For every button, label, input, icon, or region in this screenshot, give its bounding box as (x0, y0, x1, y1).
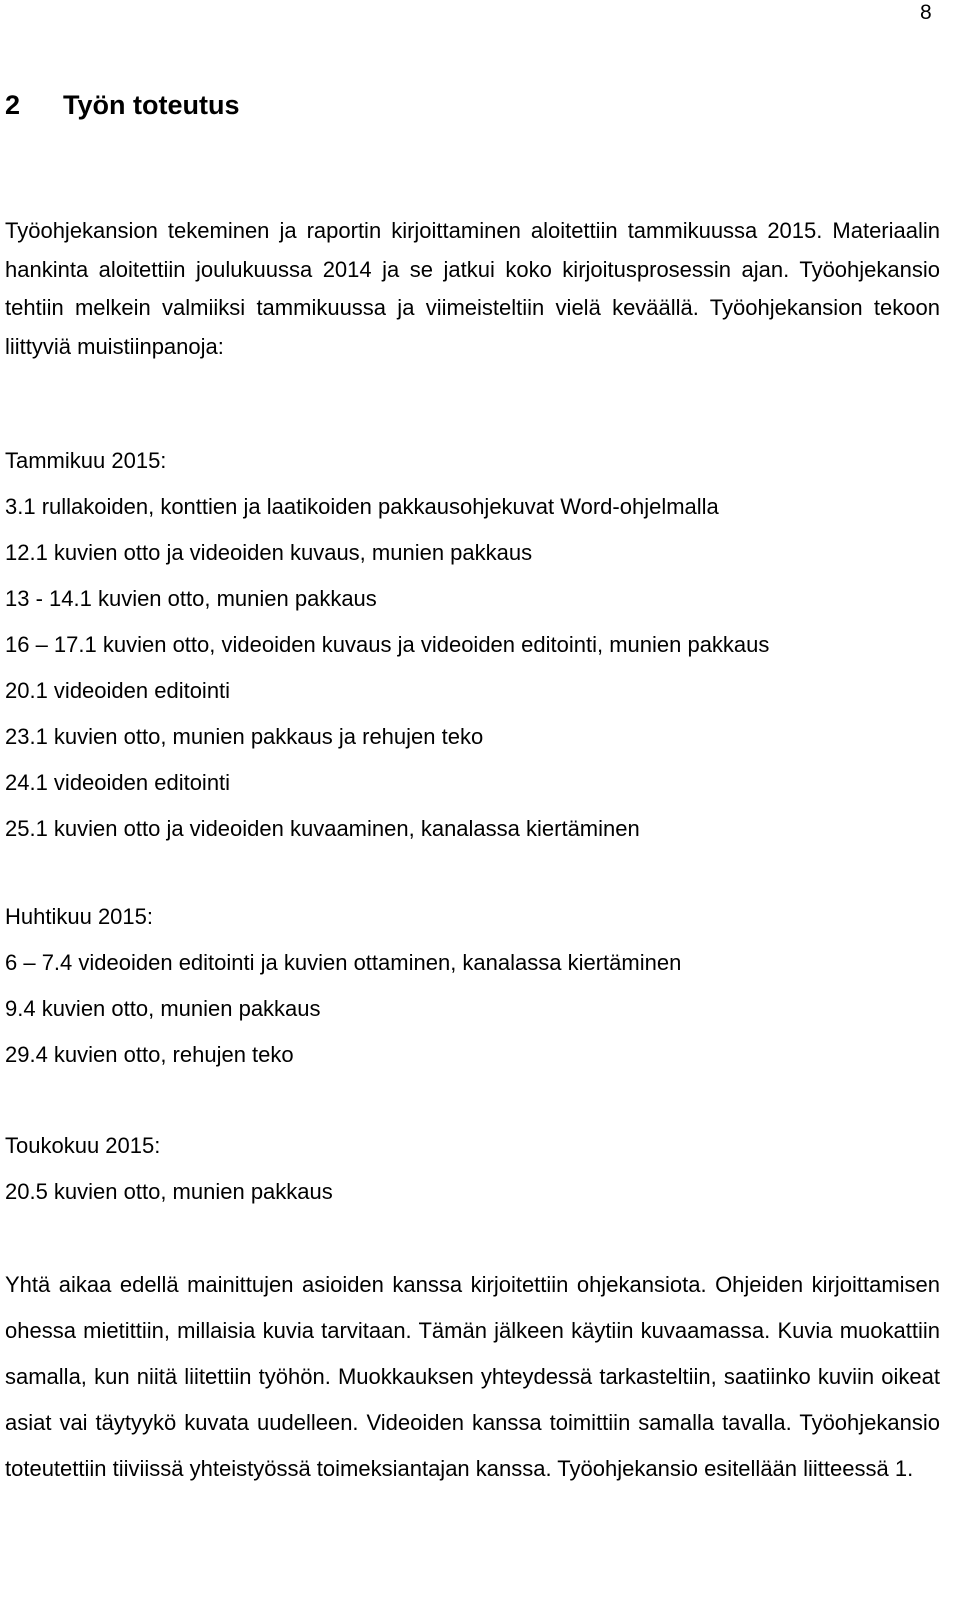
log-entry: 3.1 rullakoiden, konttien ja laatikoiden pakkausohjekuvat Word-ohjelmalla (5, 494, 719, 519)
work-log-may (5, 1123, 940, 1215)
chapter-number: 2 (5, 90, 21, 120)
log-entry: 13 - 14.1 kuvien otto, munien pakkaus (5, 586, 377, 611)
log-entry: 24.1 videoiden editointi (5, 770, 231, 795)
closing-paragraph: Yhtä aikaa edellä mainittujen asioiden kanssa kirjoitettiin ohjekansiota. Ohjeiden kirjoittamisen ohessa mietittiin, millaisia kuvia tarvitaan. Tämän jälkeen käytiin kuvaamassa. Kuvia muokattiin samalla, kun niitä liitettiin työhön. Muokkauksen yhteydessä tarkasteltiin, saatiinko kuviin oikeat asiat vai täytyykö kuvata uudelleen. Videoiden kanssa toimittiin samalla tavalla. Työohjekansio toteutettiin tiiviissä yhteistyössä toimeksiantajan kanssa. Työohjekansio esitellään liitteessä 1. (5, 1272, 940, 1481)
intro-paragraph: Työohjekansion tekeminen ja raportin kirjoittaminen aloitettiin tammikuussa 2015. Materiaalin hankinta aloitettiin joulukuussa 2014 ja se jatkui koko kirjoitusprosessin ajan. Työohjekansio tehtiin melkein valmiiksi tammikuussa ja viimeisteltiin vielä keväällä. Työohjekansion tekoon liittyviä muistiinpanoja: (5, 218, 940, 359)
log-entry: 9.4 kuvien otto, munien pakkaus (5, 996, 321, 1021)
log-entry: 12.1 kuvien otto ja videoiden kuvaus, munien pakkaus (5, 540, 533, 565)
log-entry: 29.4 kuvien otto, rehujen teko (5, 1042, 294, 1067)
log-month-heading: Huhtikuu 2015: (5, 904, 153, 929)
chapter-title: Työn toteutus (63, 90, 240, 120)
log-entry: 20.5 kuvien otto, munien pakkaus (5, 1179, 333, 1204)
chapter-heading (5, 87, 239, 123)
log-month-heading: Tammikuu 2015: (5, 448, 167, 473)
work-log-january (5, 438, 940, 852)
page-number: 8 (920, 1, 932, 24)
log-entry: 6 – 7.4 videoiden editointi ja kuvien ottaminen, kanalassa kiertäminen (5, 950, 682, 975)
work-log-april (5, 894, 940, 1078)
log-entry: 25.1 kuvien otto ja videoiden kuvaaminen, kanalassa kiertäminen (5, 816, 640, 841)
log-entry: 23.1 kuvien otto, munien pakkaus ja rehujen teko (5, 724, 484, 749)
log-entry: 20.1 videoiden editointi (5, 678, 231, 703)
log-month-heading: Toukokuu 2015: (5, 1133, 161, 1158)
log-entry: 16 – 17.1 kuvien otto, videoiden kuvaus ja videoiden editointi, munien pakkaus (5, 632, 770, 657)
